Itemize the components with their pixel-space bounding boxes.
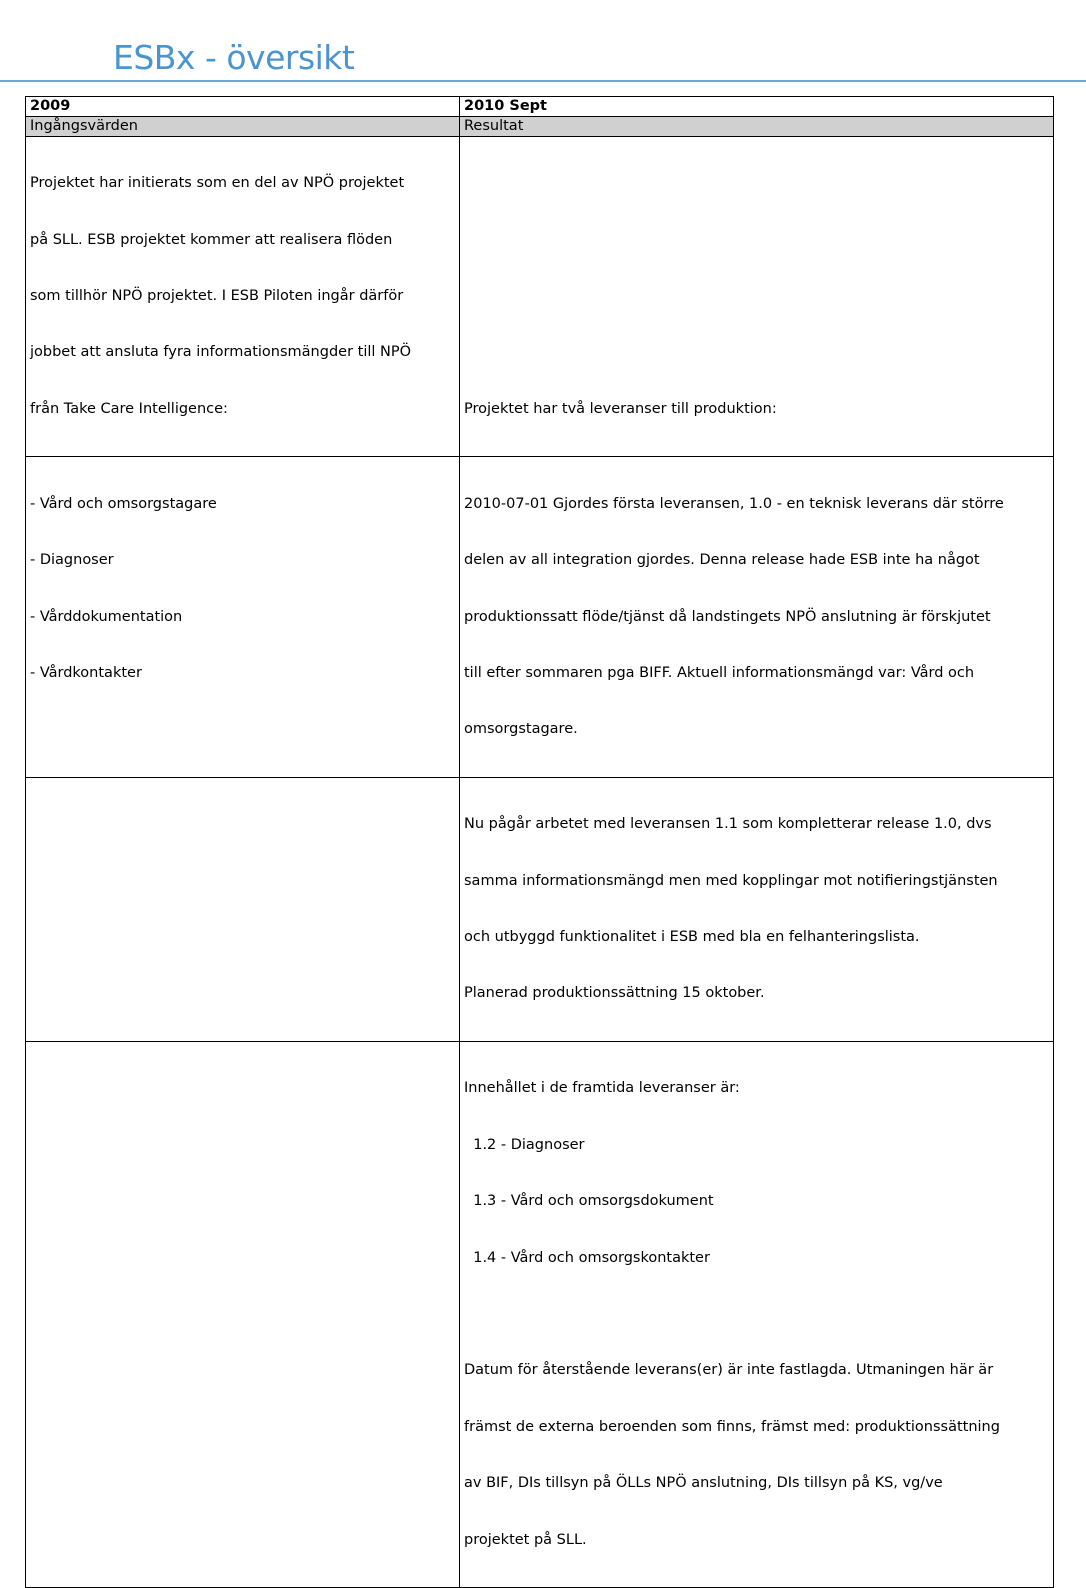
cell-line: samma informationsmängd men med kopplingar mot notifieringstjänsten bbox=[464, 872, 998, 889]
cell-release-1-0 bbox=[460, 457, 1054, 778]
cell-deliveries-intro bbox=[460, 136, 1054, 457]
header-cell-2010-sept: 2010 Sept bbox=[460, 97, 1054, 117]
cell-line: som tillhör NPÖ projektet. I ESB Piloten ingår därför bbox=[30, 287, 404, 304]
header-cell-2009: 2009 bbox=[26, 97, 460, 117]
cell-line: Innehållet i de framtida leveranser är: bbox=[464, 1080, 740, 1097]
table-row bbox=[26, 457, 1054, 778]
cell-line bbox=[464, 1305, 1049, 1324]
cell-project-intro bbox=[26, 136, 460, 457]
table-row bbox=[26, 1041, 1054, 1587]
cell-information-sets bbox=[26, 457, 460, 778]
cell-line: och utbyggd funktionalitet i ESB med bla en felhanteringslista. bbox=[464, 929, 920, 946]
subheader-cell-inputs: Ingångsvärden bbox=[26, 116, 460, 136]
cell-line: Nu pågår arbetet med leveransen 1.1 som kompletterar release 1.0, dvs bbox=[464, 816, 992, 833]
cell-release-1-1 bbox=[460, 777, 1054, 1041]
cell-line: 2010-07-01 Gjordes första leveransen, 1.0 - en teknisk leverans där större bbox=[464, 495, 1004, 512]
cell-line: - Diagnoser bbox=[30, 552, 114, 569]
cell-line: 1.4 - Vård och omsorgskontakter bbox=[464, 1249, 710, 1266]
table-subheader-row bbox=[26, 116, 1054, 136]
title-divider bbox=[0, 80, 1086, 82]
cell-line: omsorgstagare. bbox=[464, 721, 578, 738]
subheader-cell-results: Resultat bbox=[460, 116, 1054, 136]
cell-line: Projektet har två leveranser till produktion: bbox=[464, 400, 777, 417]
cell-line: på SLL. ESB projektet kommer att realisera flöden bbox=[30, 231, 393, 248]
cell-line: Datum för återstående leverans(er) är inte fastlagda. Utmaningen här är bbox=[464, 1362, 994, 1379]
table-row bbox=[26, 136, 1054, 457]
cell-line: - Vårdkontakter bbox=[30, 664, 142, 681]
cell-empty bbox=[26, 1041, 460, 1587]
cell-line: - Vårddokumentation bbox=[30, 608, 183, 625]
cell-line: främst de externa beroenden som finns, främst med: produktionssättning bbox=[464, 1418, 1000, 1435]
cell-line: Projektet har initierats som en del av NPÖ projektet bbox=[30, 175, 405, 192]
table-header-row bbox=[26, 97, 1054, 117]
cell-empty bbox=[26, 777, 460, 1041]
cell-line: 1.3 - Vård och omsorgsdokument bbox=[464, 1193, 714, 1210]
cell-line: produktionssatt flöde/tjänst då landstingets NPÖ anslutning är förskjutet bbox=[464, 608, 991, 625]
cell-line: till efter sommaren pga BIFF. Aktuell informationsmängd var: Vård och bbox=[464, 664, 975, 681]
overview-table bbox=[25, 96, 1054, 1588]
table-row bbox=[26, 777, 1054, 1041]
cell-line: projektet på SLL. bbox=[464, 1531, 587, 1548]
cell-line: jobbet att ansluta fyra informationsmängder till NPÖ bbox=[30, 344, 412, 361]
cell-line: - Vård och omsorgstagare bbox=[30, 495, 217, 512]
slide-title: ESBx - översikt bbox=[113, 38, 355, 77]
cell-line: Planerad produktionssättning 15 oktober. bbox=[464, 985, 765, 1002]
cell-line: från Take Care Intelligence: bbox=[30, 400, 228, 417]
cell-line: 1.2 - Diagnoser bbox=[464, 1136, 585, 1153]
cell-line: delen av all integration gjordes. Denna release hade ESB inte ha något bbox=[464, 552, 980, 569]
cell-future-releases bbox=[460, 1041, 1054, 1587]
cell-line: av BIF, DIs tillsyn på ÖLLs NPÖ anslutning, DIs tillsyn på KS, vg/ve bbox=[464, 1475, 943, 1492]
